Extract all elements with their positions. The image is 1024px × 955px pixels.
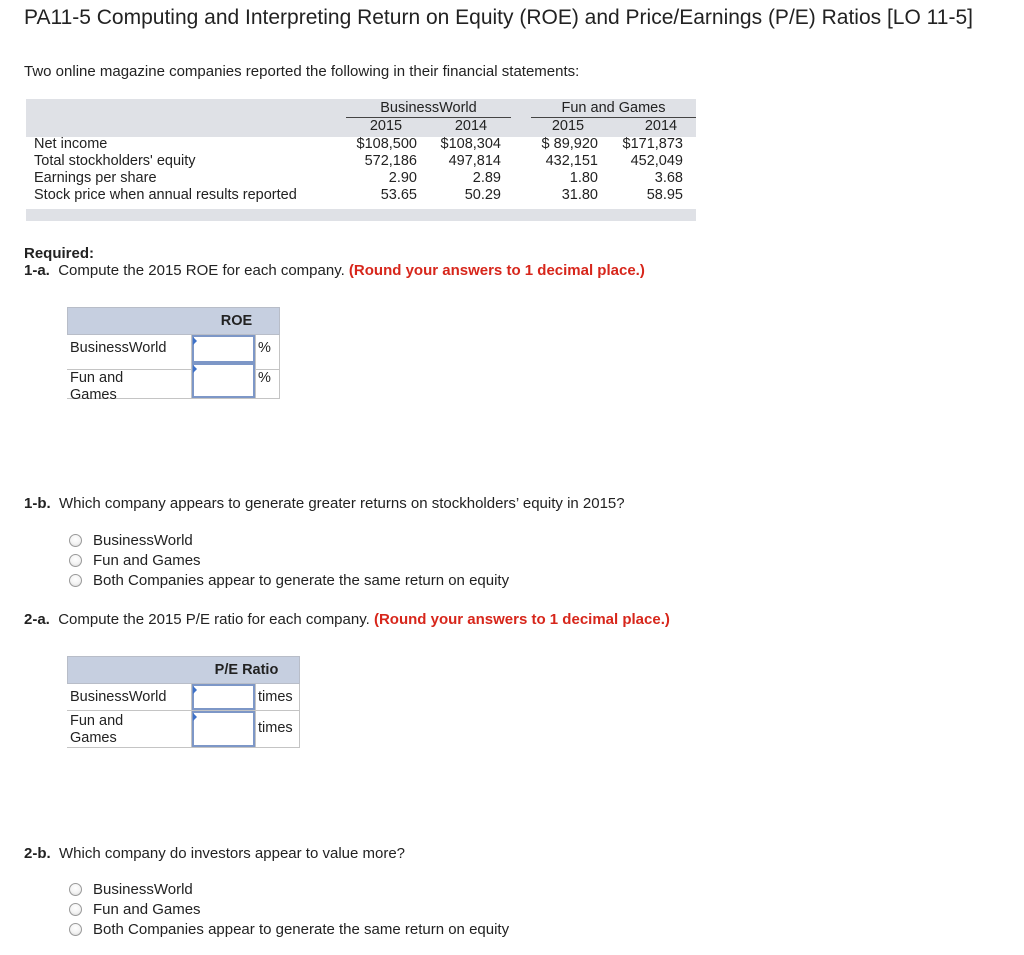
question-2a [24, 611, 670, 628]
roe-input-businessworld[interactable] [192, 335, 255, 363]
table-cell: 2.89 [472, 170, 501, 186]
table-cell: 3.68 [654, 170, 683, 186]
roe-header [67, 307, 280, 335]
percent-unit: % [258, 340, 271, 356]
radio-button[interactable] [69, 883, 82, 896]
page-title: PA11-5 Computing and Interpreting Return on Equity (ROE) and Price/Earnings (P/E) Ratios [LO 11-5] [24, 6, 973, 29]
input-marker-icon [193, 365, 197, 373]
required-section [24, 245, 94, 262]
column-divider [255, 684, 256, 748]
table-cell: $108,304 [440, 136, 501, 152]
rounding-note: (Round your answers to 1 decimal place.) [373, 611, 670, 628]
company-businessworld: BusinessWorld [380, 100, 477, 116]
rounding-note: (Round your answers to 1 decimal place.) [348, 262, 645, 279]
input-marker-icon [193, 337, 197, 345]
year-header: 2014 [454, 118, 488, 134]
option-label: BusinessWorld [93, 881, 193, 898]
row-label-fun-and-games: Fun and Games [70, 370, 124, 403]
table-cell: 1.80 [569, 170, 598, 186]
input-marker-icon [193, 713, 197, 721]
table-cell: 452,049 [630, 153, 683, 169]
table-cell: 53.65 [380, 187, 417, 203]
question-text: Which company appears to generate greater returns on stockholders’ equity in 2015? [59, 495, 625, 512]
row-label: Net income [34, 136, 108, 152]
question-1b [24, 495, 625, 512]
option-label: Both Companies appear to generate the same return on equity [93, 572, 510, 589]
required-label: Required: [24, 245, 95, 262]
pe-answer-grid [67, 656, 300, 748]
row-label-businessworld: BusinessWorld [70, 340, 167, 356]
radio-button[interactable] [69, 903, 82, 916]
option-label: Both Companies appear to generate the same return on equity [93, 921, 510, 938]
row-label: Total stockholders' equity [34, 153, 196, 169]
row-divider [67, 747, 300, 748]
table-cell: $171,873 [622, 136, 683, 152]
table-cell: 50.29 [464, 187, 501, 203]
percent-unit: % [258, 370, 271, 386]
option-both-same[interactable] [69, 920, 509, 939]
option-both-same[interactable] [69, 571, 509, 590]
table-cell: 432,151 [545, 153, 598, 169]
financial-table [26, 99, 696, 221]
pe-header [67, 656, 300, 684]
question-text: Compute the 2015 P/E ratio for each company. [58, 611, 370, 628]
option-label: BusinessWorld [93, 532, 193, 549]
option-label: Fun and Games [93, 901, 201, 918]
year-header: 2015 [551, 118, 585, 134]
pe-header-label: P/E Ratio [214, 662, 279, 678]
option-label: Fun and Games [93, 552, 201, 569]
column-divider [279, 335, 280, 399]
question-1a [24, 262, 645, 279]
roe-input-fun-and-games[interactable] [192, 363, 255, 398]
year-header: 2014 [644, 118, 678, 134]
radio-button[interactable] [69, 534, 82, 547]
table-cell: $ 89,920 [541, 136, 598, 152]
question-2b [24, 845, 405, 862]
option-fun-and-games[interactable] [69, 551, 201, 570]
year-header: 2015 [369, 118, 403, 134]
radio-button[interactable] [69, 554, 82, 567]
option-businessworld[interactable] [69, 531, 193, 550]
column-divider [299, 684, 300, 748]
question-number: 1-a. [24, 262, 50, 279]
table-cell: 497,814 [448, 153, 501, 169]
row-label: Earnings per share [34, 170, 157, 186]
intro-text: Two online magazine companies reported the following in their financial statements: [24, 63, 580, 80]
row-label: Stock price when annual results reported [34, 187, 297, 203]
row-label-fun-and-games: Fun and Games [70, 713, 124, 746]
table-cell: 2.90 [388, 170, 417, 186]
row-label-businessworld: BusinessWorld [70, 689, 167, 705]
question-number: 2-b. [24, 845, 51, 862]
roe-answer-grid [67, 307, 280, 403]
times-unit: times [258, 689, 293, 705]
table-cell: $108,500 [356, 136, 417, 152]
question-text: Which company do investors appear to value more? [59, 845, 406, 862]
pe-input-businessworld[interactable] [192, 684, 255, 710]
pe-input-fun-and-games[interactable] [192, 711, 255, 747]
company-fun-and-games: Fun and Games [561, 100, 666, 116]
times-unit: times [258, 720, 293, 736]
table-cell: 58.95 [646, 187, 683, 203]
row-divider [67, 710, 300, 711]
question-number: 1-b. [24, 495, 51, 512]
table-cell: 572,186 [364, 153, 417, 169]
radio-button[interactable] [69, 574, 82, 587]
table-cell: 31.80 [561, 187, 598, 203]
column-divider [255, 335, 256, 399]
option-businessworld[interactable] [69, 880, 193, 899]
roe-header-label: ROE [220, 313, 253, 329]
question-number: 2-a. [24, 611, 50, 628]
question-text: Compute the 2015 ROE for each company. [58, 262, 345, 279]
footer-band [26, 209, 696, 221]
input-marker-icon [193, 686, 197, 694]
option-fun-and-games[interactable] [69, 900, 201, 919]
radio-button[interactable] [69, 923, 82, 936]
